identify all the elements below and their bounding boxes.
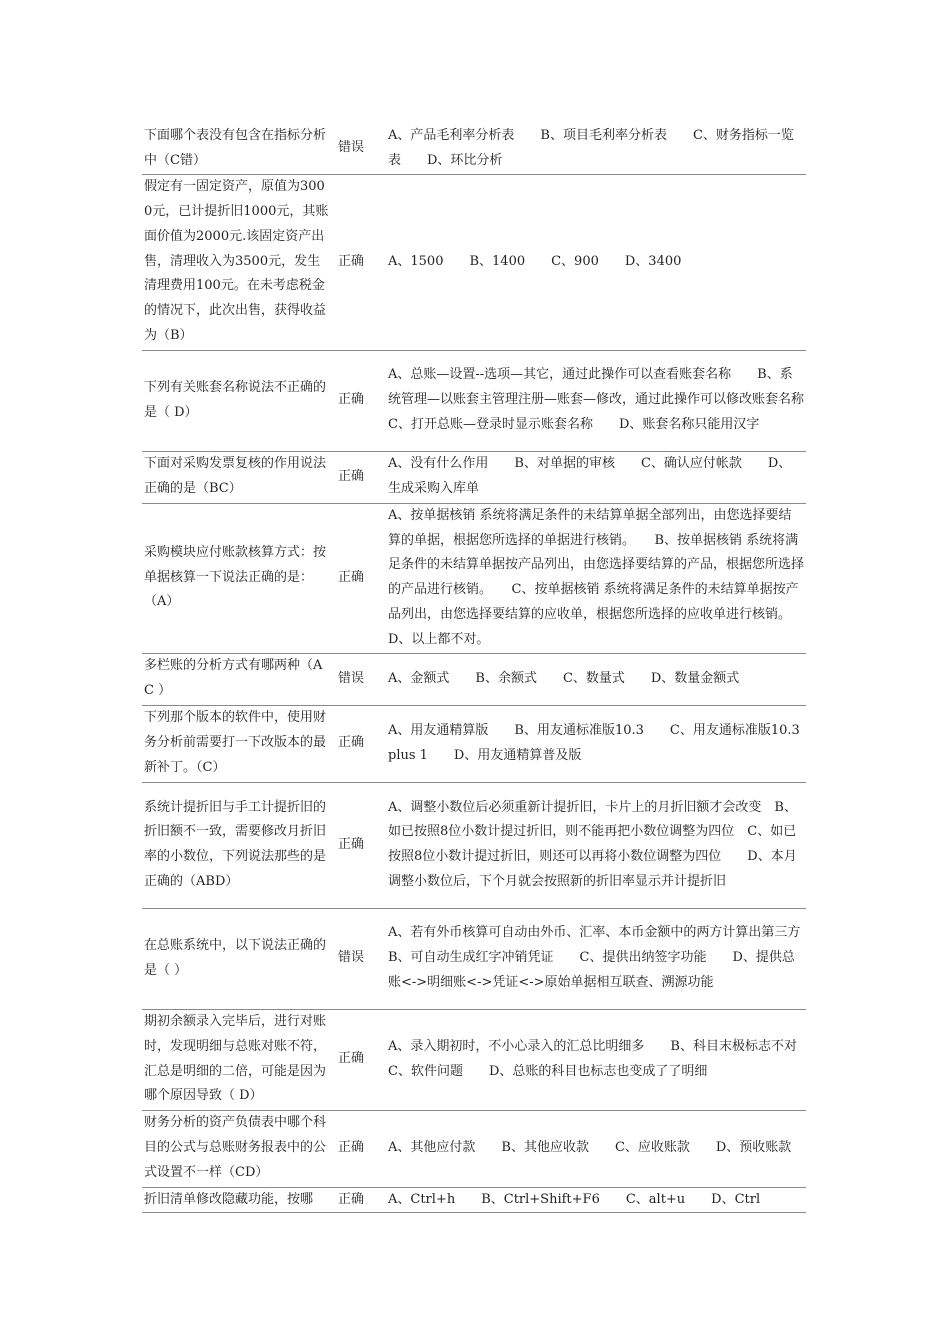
table-row xyxy=(142,350,806,451)
options-cell: A、用友通精算版 B、用友通标准版10.3 C、用友通标准版10.3plus 1 D、用友通精算普及版 xyxy=(382,705,806,782)
table-row xyxy=(142,174,806,350)
options-cell: A、调整小数位后必须重新计提折旧，卡片上的月折旧额才会改变 B、如已按照8位小数计提过折旧，则不能再把小数位调整为四位 C、如已按照8位小数计提过折旧，则还可以再将小数位调整为四位 D、本月调整小数位后，下个月就会按照新的折旧率显示并计提折旧 xyxy=(382,782,806,908)
result-cell: 正确 xyxy=(336,174,382,350)
question-cell: 财务分析的资产负债表中哪个科目的公式与总账财务报表中的公式设置不一样（CD） xyxy=(142,1110,336,1187)
question-cell: 下列有关账套名称说法不正确的是（ D） xyxy=(142,350,336,451)
table-row xyxy=(142,1187,806,1213)
result-cell: 正确 xyxy=(336,705,382,782)
question-cell: 在总账系统中，以下说法正确的是（ ） xyxy=(142,908,336,1009)
result-cell: 错误 xyxy=(336,124,382,174)
options-cell: A、其他应付款 B、其他应收款 C、应收账款 D、预收账款 xyxy=(382,1110,806,1187)
table-row xyxy=(142,124,806,174)
question-cell: 下面哪个表没有包含在指标分析中（C错） xyxy=(142,124,336,174)
result-cell: 正确 xyxy=(336,1187,382,1213)
table-row xyxy=(142,908,806,1009)
question-cell: 期初余额录入完毕后，进行对账时，发现明细与总账对账不符，汇总是明细的二倍，可能是因为哪个原因导致（ D） xyxy=(142,1009,336,1110)
question-cell: 系统计提折旧与手工计提折旧的折旧额不一致，需要修改月折旧率的小数位，下列说法那些的是正确的（ABD） xyxy=(142,782,336,908)
options-cell: A、录入期初时，不小心录入的汇总比明细多 B、科目末极标志不对 C、软件问题 D、总账的科目也标志也变成了了明细 xyxy=(382,1009,806,1110)
result-cell: 错误 xyxy=(336,653,382,705)
result-cell: 正确 xyxy=(336,1110,382,1187)
options-cell: A、按单据核销 系统将满足条件的未结算单据全部列出，由您选择要结算的单据，根据您所选择的单据进行核销。 B、按单据核销 系统将满足条件的未结算单据按产品列出，由您选择要结算的产品，根据您所选择的产品进行核销。 C、按单据核销 系统将满足条件的未结算单据按产品列出，由您选择要结算的应收单，根据您所选择的应收单进行核销。 D、以上都不对。 xyxy=(382,503,806,653)
options-cell: A、产品毛利率分析表 B、项目毛利率分析表 C、财务指标一览表 D、环比分析 xyxy=(382,124,806,174)
quiz-table xyxy=(142,124,831,1213)
question-cell: 下面对采购发票复核的作用说法正确的是（BC） xyxy=(142,451,336,503)
table-row xyxy=(142,503,806,653)
table-row xyxy=(142,451,806,503)
options-cell: A、金额式 B、余额式 C、数量式 D、数量金额式 xyxy=(382,653,806,705)
table-row xyxy=(142,653,806,705)
question-cell: 假定有一固定资产，原值为3000元，已计提折旧1000元，其账面价值为2000元.该固定资产出售，清理收入为3500元，发生清理费用100元。在未考虑税金的情况下，此次出售，获得收益为（B） xyxy=(142,174,336,350)
options-cell: A、总账—设置--选项—其它，通过此操作可以查看账套名称 B、系统管理—以账套主管理注册—账套—修改，通过此操作可以修改账套名称 C、打开总账—登录时显示账套名称 D、账套名称只能用汉字 xyxy=(382,350,806,451)
options-cell: A、若有外币核算可自动由外币、汇率、本币金额中的两方计算出第三方 B、可自动生成红字冲销凭证 C、提供出纳签字功能 D、提供总账<->明细账<->凭证<->原始单据相互联查、溯源功能 xyxy=(382,908,806,1009)
question-cell: 采购模块应付账款核算方式：按单据核算一下说法正确的是：（A） xyxy=(142,503,336,653)
question-cell: 多栏账的分析方式有哪两种（AC ） xyxy=(142,653,336,705)
question-cell: 折旧清单修改隐藏功能，按哪 xyxy=(142,1187,336,1213)
table-row xyxy=(142,782,806,908)
question-cell: 下列那个版本的软件中，使用财务分析前需要打一下改版本的最新补丁。（C） xyxy=(142,705,336,782)
result-cell: 正确 xyxy=(336,503,382,653)
result-cell: 正确 xyxy=(336,1009,382,1110)
result-cell: 错误 xyxy=(336,908,382,1009)
options-cell: A、1500 B、1400 C、900 D、3400 xyxy=(382,174,806,350)
result-cell: 正确 xyxy=(336,782,382,908)
table-row xyxy=(142,1110,806,1187)
table-row xyxy=(142,1009,806,1110)
options-cell: A、没有什么作用 B、对单据的审核 C、确认应付帐款 D、生成采购入库单 xyxy=(382,451,806,503)
result-cell: 正确 xyxy=(336,350,382,451)
table-row xyxy=(142,705,806,782)
result-cell: 正确 xyxy=(336,451,382,503)
options-cell: A、Ctrl+h B、Ctrl+Shift+F6 C、alt+u D、Ctrl xyxy=(382,1187,806,1213)
